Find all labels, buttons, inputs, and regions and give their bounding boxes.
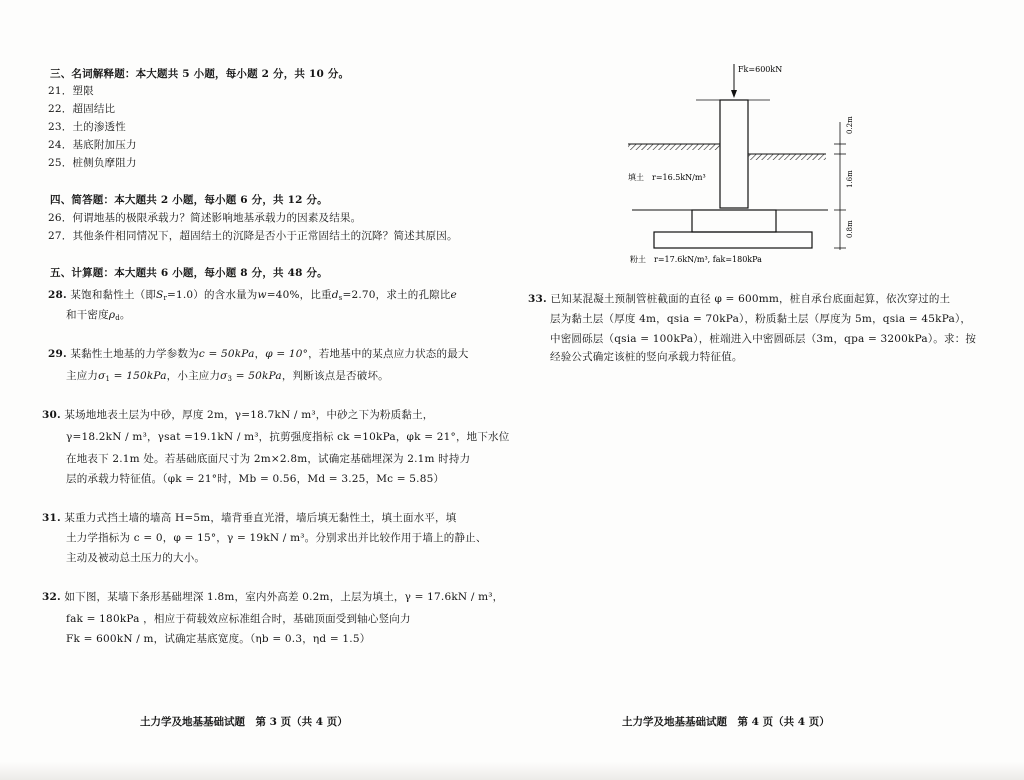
question-30-line-2: γ=18.2kN / m³，γsat =19.1kN / m³，抗剪强度指标 ck =10kPa，φk = 21°，地下水位 (66, 431, 510, 443)
question-30-line-3: 在地表下 2.1m 处。若基础底面尺寸为 2m×2.8m，试确定基础埋深为 2.1m 时持力 (66, 453, 471, 465)
question-32-number: 32. (42, 591, 61, 603)
q29-s1-value: = 150kPa (110, 370, 167, 382)
dim-label-top: 0.2m (846, 116, 854, 134)
load-arrow-head (731, 90, 737, 98)
question-26: 26．何谓地基的极限承载力？简述影响地基承载力的因素及结果。 (48, 212, 362, 224)
question-33-line-2: 层为黏土层（厚度 4m，qsia = 70kPa），粉质黏土层（厚度为 5m，qsia = 45kPa）， (550, 313, 972, 325)
q29-s1: σ (98, 370, 106, 382)
question-22: 22．超固结比 (48, 103, 116, 115)
question-25: 25．桩侧负摩阻力 (48, 157, 137, 169)
q29-text-d: 主应力 (66, 370, 99, 382)
q28-text-f: 。 (119, 309, 131, 321)
load-label: Fk=600kN (738, 65, 783, 74)
outdoor-ground-hatch (628, 144, 720, 150)
question-24: 24．基底附加压力 (48, 139, 137, 151)
question-31-line-3: 主动及被动总土压力的大小。 (66, 552, 206, 564)
question-30-line-1 (42, 408, 433, 422)
q29-s3-sub: 3 (227, 375, 233, 383)
question-33-line-3: 中密圆砾层（qsia = 100kPa），桩端进入中密圆砾层（3m，qpa = 3200kPa）。求：按 (550, 333, 977, 345)
question-33-line-1 (528, 292, 950, 306)
section-4-title: 四、简答题：本大题共 2 小题，每小题 6 分，共 12 分。 (50, 194, 328, 206)
q32-text-1: 如下图，某墙下条形基础埋深 1.8m，室内外高差 0.2m，上层为填土，γ = 17.6kN / m³， (64, 591, 504, 603)
page-3-footer: 土力学及地基基础试题 第 3 页（共 4 页） (140, 716, 348, 728)
q29-s3: σ (220, 370, 228, 382)
q28-d-value: =2.70 (342, 289, 376, 301)
wall (720, 100, 748, 208)
q29-c: c = 50kPa (198, 348, 255, 360)
page-4-bottom-edge (512, 762, 1024, 780)
exam-page-4 (512, 0, 1024, 780)
indoor-ground-hatch (748, 154, 826, 160)
question-28-line-2 (66, 308, 131, 325)
q29-phi: φ = 10° (265, 348, 309, 360)
q29-text-f: ，判断该点是否破坏。 (281, 370, 389, 382)
silt-soil-label: 粉土 r=17.6kN/m³, fak=180kPa (630, 255, 762, 264)
question-32-line-2: fak = 180kPa ，相应于荷载效应标准组合时，基础顶面受到轴心竖向力 (66, 613, 411, 625)
dim-label-mid: 1.6m (846, 170, 854, 188)
question-30-line-4: 层的承载力特征值。（φk = 21°时，Mb = 0.56，Md = 3.25，Mc = 5.85） (66, 473, 445, 485)
q28-text-c: ，比重 (299, 289, 332, 301)
question-30-number: 30. (42, 409, 61, 421)
q29-text-b: ， (254, 348, 266, 360)
footing-step (692, 210, 776, 232)
q31-text-1: 某重力式挡土墙的墙高 H=5m，墙背垂直光滑，墙后填无黏性土，填土面水平，填 (64, 512, 457, 524)
q29-text-e: ，小主应力 (166, 370, 221, 382)
q28-sr-sub: r (163, 294, 167, 302)
q29-text-a: 某黏性土地基的力学参数为 (70, 348, 199, 360)
question-31-number: 31. (42, 512, 61, 524)
q28-text-a: 某饱和黏性土（即 (70, 289, 157, 301)
question-29-line-2 (66, 369, 389, 386)
q28-w: w (257, 289, 267, 301)
section-5-title: 五、计算题：本大题共 6 小题，每小题 8 分，共 48 分。 (50, 267, 328, 279)
q29-text-c: ，若地基中的某点应力状态的最大 (308, 348, 469, 360)
question-32-line-3: Fk = 600kN / m，试确定基底宽度。（ηb = 0.3，ηd = 1.5） (66, 633, 371, 645)
page-3-bottom-edge (0, 762, 512, 780)
question-33-number: 33. (528, 293, 547, 305)
question-28-line-1 (48, 288, 457, 305)
question-23: 23．土的渗透性 (48, 121, 126, 133)
question-33-line-4: 经验公式确定该桩的竖向承载力特征值。 (550, 351, 743, 363)
q28-rho: ρ (108, 309, 116, 321)
q28-e: e (450, 289, 457, 301)
footing-base (654, 232, 812, 248)
q28-sr-value: =1.0 (166, 289, 194, 301)
strip-foundation-diagram (618, 60, 858, 270)
q28-text-b: ）的含水量为 (193, 289, 258, 301)
q30-text-1: 某场地地表土层为中砂，厚度 2m，γ=18.7kN / m³，中砂之下为粉质黏土， (64, 409, 434, 421)
question-21: 21．塑限 (48, 85, 94, 97)
question-29-line-1 (48, 347, 469, 361)
q28-text-e: 和干密度 (66, 309, 109, 321)
question-31-line-2: 土力学指标为 c = 0，φ = 15°，γ = 19kN / m³。分别求出并比较作用于墙上的静止、 (66, 532, 487, 544)
dim-label-bottom: 0.8m (846, 220, 854, 238)
question-31-line-1 (42, 511, 456, 525)
page-4-footer: 土力学及地基基础试题 第 4 页（共 4 页） (622, 716, 830, 728)
question-28-number: 28. (48, 289, 67, 301)
q28-w-value: =40% (266, 289, 300, 301)
fill-soil-label: 填土 r=16.5kN/m³ (628, 173, 706, 182)
q33-text-1: 已知某混凝土预制管桩截面的直径 φ = 600mm，桩自承台底面起算，依次穿过的土 (550, 293, 951, 305)
question-29-number: 29. (48, 348, 67, 360)
section-3-title: 三、名词解释题：本大题共 5 小题，每小题 2 分，共 10 分。 (50, 68, 350, 80)
q28-rho-sub: d (115, 314, 120, 322)
q29-s3-value: = 50kPa (232, 370, 282, 382)
q28-d: d (331, 289, 339, 301)
question-32-line-1 (42, 590, 503, 604)
question-27: 27．其他条件相同情况下，超固结土的沉降是否小于正常固结土的沉降？简述其原因。 (48, 230, 458, 242)
q29-s1-sub: 1 (105, 375, 111, 383)
q28-text-d: ，求土的孔隙比 (375, 289, 451, 301)
q28-sr: S (156, 289, 164, 301)
q28-d-sub: s (338, 294, 343, 302)
